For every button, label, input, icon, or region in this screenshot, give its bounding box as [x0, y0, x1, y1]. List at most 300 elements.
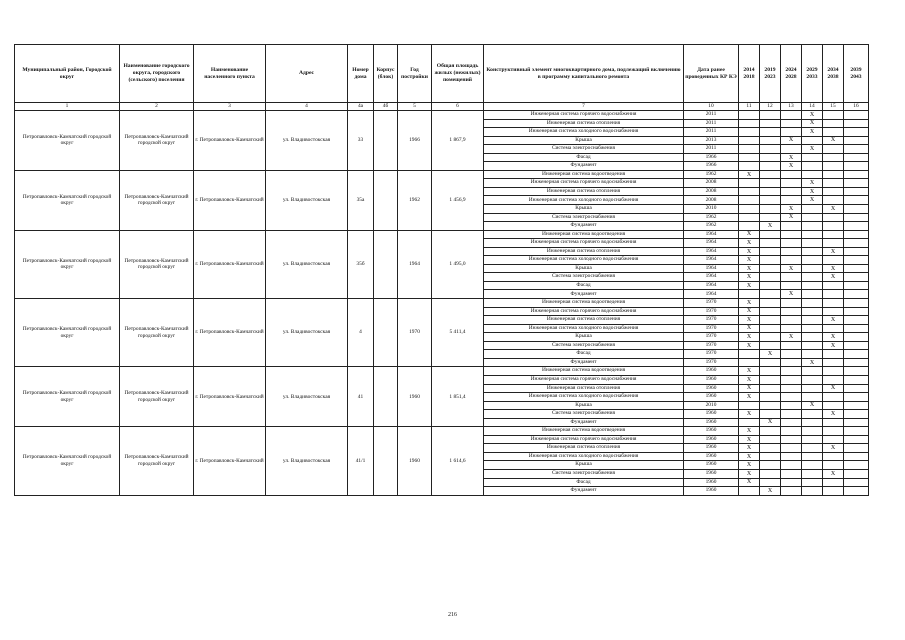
header-settlement: Наименование городского округа, городского (сельского) поселения: [120, 45, 194, 103]
period-2014-2018-mark-cell: X: [739, 273, 760, 282]
period-2019-2023-mark-cell: [760, 341, 781, 350]
period-2014-2018-mark-cell: [739, 196, 760, 205]
district-cell: Петропавловск-Камчатский городской округ: [15, 170, 120, 230]
address-cell: ул. Владивостокская: [266, 111, 348, 171]
period-2034-2038-mark-cell: [823, 162, 844, 171]
period-2039-2043-mark-cell: [844, 128, 869, 137]
prior-repair-date-cell: 1960: [684, 367, 739, 376]
element-name-cell: Фундамент: [484, 290, 684, 299]
period-2024-2028-mark-cell: [781, 222, 802, 231]
period-2039-2043-mark-cell: [844, 384, 869, 393]
period-2014-2018-mark-cell: [739, 179, 760, 188]
element-name-cell: Крыша: [484, 136, 684, 145]
period-2029-2033-mark-cell: [802, 333, 823, 342]
period-2029-2033-mark-cell: [802, 427, 823, 436]
prior-repair-date-cell: 1970: [684, 307, 739, 316]
period-2019-2023-mark-cell: [760, 367, 781, 376]
period-2029-2033-mark-cell: [802, 461, 823, 470]
settlement-cell: Петропавловск-Камчатский городской округ: [120, 230, 194, 298]
element-name-cell: Инженерная система горячего водоснабжения: [484, 111, 684, 120]
district-cell: Петропавловск-Камчатский городской округ: [15, 230, 120, 298]
period-2014-2018-mark-cell: [739, 162, 760, 171]
period-2039-2043-mark-cell: [844, 170, 869, 179]
prior-repair-date-cell: 1960: [684, 452, 739, 461]
period-2029-2033-mark-cell: [802, 290, 823, 299]
period-2034-2038-mark-cell: X: [823, 333, 844, 342]
period-2034-2038-mark-cell: [823, 401, 844, 410]
period-2039-2043-mark-cell: [844, 281, 869, 290]
period-2014-2018-mark-cell: X: [739, 461, 760, 470]
element-name-cell: Система электроснабжения: [484, 145, 684, 154]
period-2029-2033-mark-cell: [802, 205, 823, 214]
header-address: Адрес: [266, 45, 348, 103]
address-cell: ул. Владивостокская: [266, 367, 348, 427]
prior-repair-date-cell: 2008: [684, 196, 739, 205]
period-2039-2043-mark-cell: [844, 264, 869, 273]
period-2029-2033-mark-cell: [802, 162, 823, 171]
period-2014-2018-mark-cell: [739, 290, 760, 299]
house-number-cell: 33: [348, 111, 374, 171]
period-2039-2043-mark-cell: [844, 452, 869, 461]
prior-repair-date-cell: 1960: [684, 435, 739, 444]
period-2014-2018-mark-cell: [739, 128, 760, 137]
period-2024-2028-mark-cell: [781, 384, 802, 393]
column-number: 10: [684, 103, 739, 111]
house-number-cell: 41/1: [348, 427, 374, 495]
prior-repair-date-cell: 1970: [684, 333, 739, 342]
year-built-cell: 1962: [398, 170, 432, 230]
prior-repair-date-cell: 1960: [684, 410, 739, 419]
year-built-cell: 1964: [398, 230, 432, 298]
period-2019-2023-mark-cell: [760, 281, 781, 290]
period-2034-2038-mark-cell: X: [823, 410, 844, 419]
period-2019-2023-mark-cell: [760, 170, 781, 179]
period-2034-2038-mark-cell: [823, 367, 844, 376]
period-2024-2028-mark-cell: [781, 256, 802, 265]
block-cell: [374, 111, 398, 171]
element-name-cell: Фундамент: [484, 162, 684, 171]
period-2034-2038-mark-cell: [823, 435, 844, 444]
settlement-cell: Петропавловск-Камчатский городской округ: [120, 299, 194, 367]
column-number: 4: [266, 103, 348, 111]
period-2039-2043-mark-cell: [844, 401, 869, 410]
period-2039-2043-mark-cell: [844, 205, 869, 214]
period-2019-2023-mark-cell: [760, 461, 781, 470]
address-cell: ул. Владивостокская: [266, 299, 348, 367]
period-2039-2043-mark-cell: [844, 153, 869, 162]
period-2024-2028-mark-cell: [781, 350, 802, 359]
period-2019-2023-mark-cell: X: [760, 418, 781, 427]
area-cell: 1 614,6: [432, 427, 484, 495]
period-2039-2043-mark-cell: [844, 213, 869, 222]
period-2019-2023-mark-cell: [760, 111, 781, 120]
header-district: Муниципальный район, Городской округ: [15, 45, 120, 103]
period-2014-2018-mark-cell: [739, 205, 760, 214]
prior-repair-date-cell: 1964: [684, 281, 739, 290]
period-2019-2023-mark-cell: X: [760, 222, 781, 231]
period-2039-2043-mark-cell: [844, 187, 869, 196]
element-name-cell: Инженерная система отопления: [484, 187, 684, 196]
period-2024-2028-mark-cell: [781, 179, 802, 188]
period-2039-2043-mark-cell: [844, 222, 869, 231]
prior-repair-date-cell: 2011: [684, 119, 739, 128]
prior-repair-date-cell: 1964: [684, 230, 739, 239]
column-number: 4а: [348, 103, 374, 111]
period-2014-2018-mark-cell: X: [739, 299, 760, 308]
settlement-cell: Петропавловск-Камчатский городской округ: [120, 170, 194, 230]
period-2034-2038-mark-cell: X: [823, 384, 844, 393]
period-2039-2043-mark-cell: [844, 444, 869, 453]
period-2029-2033-mark-cell: [802, 153, 823, 162]
period-2019-2023-mark-cell: [760, 187, 781, 196]
period-2024-2028-mark-cell: [781, 119, 802, 128]
column-number: 7: [484, 103, 684, 111]
period-2024-2028-mark-cell: [781, 375, 802, 384]
period-2029-2033-mark-cell: [802, 239, 823, 248]
period-2014-2018-mark-cell: X: [739, 239, 760, 248]
period-2024-2028-mark-cell: [781, 128, 802, 137]
period-2019-2023-mark-cell: [760, 324, 781, 333]
period-2029-2033-mark-cell: [802, 393, 823, 402]
prior-repair-date-cell: 2008: [684, 179, 739, 188]
header-period-2014-2018: 2014 2018: [739, 45, 760, 103]
period-2029-2033-mark-cell: [802, 367, 823, 376]
element-name-cell: Система электроснабжения: [484, 273, 684, 282]
header-period-2034-2038: 2034 2038: [823, 45, 844, 103]
period-2024-2028-mark-cell: [781, 367, 802, 376]
period-2019-2023-mark-cell: [760, 247, 781, 256]
element-name-cell: Инженерная система горячего водоснабжения: [484, 307, 684, 316]
period-2039-2043-mark-cell: [844, 119, 869, 128]
period-2014-2018-mark-cell: X: [739, 435, 760, 444]
period-2019-2023-mark-cell: [760, 427, 781, 436]
period-2029-2033-mark-cell: [802, 256, 823, 265]
area-cell: 1 456,9: [432, 170, 484, 230]
period-2039-2043-mark-cell: [844, 393, 869, 402]
block-cell: [374, 367, 398, 427]
locality-cell: г. Петропавловск-Камчатский: [194, 111, 266, 171]
period-2014-2018-mark-cell: X: [739, 444, 760, 453]
period-2014-2018-mark-cell: X: [739, 478, 760, 487]
element-name-cell: Инженерная система холодного водоснабжения: [484, 196, 684, 205]
period-2024-2028-mark-cell: [781, 316, 802, 325]
period-2019-2023-mark-cell: X: [760, 350, 781, 359]
period-2034-2038-mark-cell: [823, 452, 844, 461]
header-period-2024-2028: 2024 2028: [781, 45, 802, 103]
period-2024-2028-mark-cell: [781, 452, 802, 461]
district-cell: Петропавловск-Камчатский городской округ: [15, 367, 120, 427]
prior-repair-date-cell: 1970: [684, 341, 739, 350]
house-number-cell: 35а: [348, 170, 374, 230]
period-2029-2033-mark-cell: [802, 264, 823, 273]
period-2034-2038-mark-cell: [823, 478, 844, 487]
element-name-cell: Фундамент: [484, 222, 684, 231]
prior-repair-date-cell: 1966: [684, 162, 739, 171]
period-2039-2043-mark-cell: [844, 427, 869, 436]
period-2024-2028-mark-cell: [781, 427, 802, 436]
period-2029-2033-mark-cell: [802, 307, 823, 316]
period-2019-2023-mark-cell: [760, 452, 781, 461]
year-built-cell: 1970: [398, 299, 432, 367]
prior-repair-date-cell: 2008: [684, 187, 739, 196]
period-2029-2033-mark-cell: [802, 487, 823, 496]
period-2014-2018-mark-cell: [739, 358, 760, 367]
period-2039-2043-mark-cell: [844, 350, 869, 359]
table-row: [15, 299, 869, 308]
prior-repair-date-cell: 1960: [684, 444, 739, 453]
period-2039-2043-mark-cell: [844, 487, 869, 496]
prior-repair-date-cell: 1970: [684, 316, 739, 325]
period-2014-2018-mark-cell: [739, 350, 760, 359]
period-2034-2038-mark-cell: [823, 196, 844, 205]
period-2034-2038-mark-cell: [823, 307, 844, 316]
element-name-cell: Крыша: [484, 401, 684, 410]
element-name-cell: Инженерная система горячего водоснабжения: [484, 239, 684, 248]
column-number: 11: [739, 103, 760, 111]
period-2014-2018-mark-cell: [739, 153, 760, 162]
period-2024-2028-mark-cell: [781, 281, 802, 290]
settlement-cell: Петропавловск-Камчатский городской округ: [120, 367, 194, 427]
period-2014-2018-mark-cell: [739, 418, 760, 427]
period-2029-2033-mark-cell: [802, 452, 823, 461]
table-body: [15, 111, 869, 496]
period-2024-2028-mark-cell: [781, 358, 802, 367]
prior-repair-date-cell: 1960: [684, 384, 739, 393]
period-2014-2018-mark-cell: X: [739, 170, 760, 179]
period-2039-2043-mark-cell: [844, 247, 869, 256]
prior-repair-date-cell: 1960: [684, 418, 739, 427]
table-row: [15, 111, 869, 120]
year-built-cell: 1960: [398, 427, 432, 495]
period-2034-2038-mark-cell: [823, 145, 844, 154]
element-name-cell: Крыша: [484, 264, 684, 273]
prior-repair-date-cell: 1970: [684, 350, 739, 359]
header-row: [15, 45, 869, 103]
element-name-cell: Система электроснабжения: [484, 469, 684, 478]
prior-repair-date-cell: 1960: [684, 427, 739, 436]
period-2014-2018-mark-cell: X: [739, 307, 760, 316]
period-2014-2018-mark-cell: X: [739, 230, 760, 239]
period-2039-2043-mark-cell: [844, 136, 869, 145]
period-2029-2033-mark-cell: X: [802, 179, 823, 188]
period-2019-2023-mark-cell: [760, 316, 781, 325]
element-name-cell: Инженерная система водоотведения: [484, 170, 684, 179]
element-name-cell: Инженерная система водоотведения: [484, 367, 684, 376]
period-2034-2038-mark-cell: X: [823, 444, 844, 453]
period-2034-2038-mark-cell: X: [823, 469, 844, 478]
period-2029-2033-mark-cell: X: [802, 119, 823, 128]
period-2014-2018-mark-cell: [739, 111, 760, 120]
period-2014-2018-mark-cell: [739, 222, 760, 231]
period-2024-2028-mark-cell: X: [781, 162, 802, 171]
period-2039-2043-mark-cell: [844, 162, 869, 171]
period-2019-2023-mark-cell: [760, 264, 781, 273]
period-2024-2028-mark-cell: [781, 170, 802, 179]
period-2039-2043-mark-cell: [844, 145, 869, 154]
prior-repair-date-cell: 1960: [684, 393, 739, 402]
prior-repair-date-cell: 1962: [684, 170, 739, 179]
header-block: Корпус (блок): [374, 45, 398, 103]
element-name-cell: Фундамент: [484, 358, 684, 367]
prior-repair-date-cell: 1970: [684, 324, 739, 333]
period-2024-2028-mark-cell: [781, 247, 802, 256]
period-2039-2043-mark-cell: [844, 358, 869, 367]
element-name-cell: Инженерная система горячего водоснабжения: [484, 179, 684, 188]
column-number: 4б: [374, 103, 398, 111]
period-2024-2028-mark-cell: [781, 435, 802, 444]
period-2029-2033-mark-cell: X: [802, 196, 823, 205]
element-name-cell: Система электроснабжения: [484, 213, 684, 222]
period-2014-2018-mark-cell: X: [739, 375, 760, 384]
period-2019-2023-mark-cell: [760, 273, 781, 282]
element-name-cell: Крыша: [484, 205, 684, 214]
prior-repair-date-cell: 1964: [684, 290, 739, 299]
period-2024-2028-mark-cell: X: [781, 333, 802, 342]
period-2039-2043-mark-cell: [844, 435, 869, 444]
period-2014-2018-mark-cell: X: [739, 316, 760, 325]
period-2024-2028-mark-cell: [781, 461, 802, 470]
period-2039-2043-mark-cell: [844, 375, 869, 384]
period-2034-2038-mark-cell: [823, 324, 844, 333]
period-2029-2033-mark-cell: X: [802, 358, 823, 367]
house-number-cell: 41: [348, 367, 374, 427]
period-2039-2043-mark-cell: [844, 307, 869, 316]
period-2034-2038-mark-cell: X: [823, 205, 844, 214]
house-number-cell: 35б: [348, 230, 374, 298]
period-2029-2033-mark-cell: [802, 384, 823, 393]
period-2024-2028-mark-cell: [781, 307, 802, 316]
table-row: [15, 367, 869, 376]
period-2039-2043-mark-cell: [844, 273, 869, 282]
element-name-cell: Инженерная система отопления: [484, 444, 684, 453]
period-2019-2023-mark-cell: [760, 239, 781, 248]
period-2029-2033-mark-cell: [802, 350, 823, 359]
prior-repair-date-cell: 1964: [684, 273, 739, 282]
period-2019-2023-mark-cell: [760, 307, 781, 316]
settlement-cell: Петропавловск-Камчатский городской округ: [120, 427, 194, 495]
period-2029-2033-mark-cell: [802, 444, 823, 453]
period-2019-2023-mark-cell: [760, 401, 781, 410]
period-2039-2043-mark-cell: [844, 333, 869, 342]
period-2014-2018-mark-cell: X: [739, 410, 760, 419]
prior-repair-date-cell: 1960: [684, 469, 739, 478]
period-2014-2018-mark-cell: X: [739, 256, 760, 265]
element-name-cell: Инженерная система холодного водоснабжения: [484, 452, 684, 461]
period-2014-2018-mark-cell: X: [739, 247, 760, 256]
element-name-cell: Инженерная система водоотведения: [484, 230, 684, 239]
period-2019-2023-mark-cell: [760, 469, 781, 478]
column-number-row: [15, 103, 869, 111]
period-2034-2038-mark-cell: [823, 299, 844, 308]
locality-cell: г. Петропавловск-Камчатский: [194, 427, 266, 495]
period-2024-2028-mark-cell: [781, 393, 802, 402]
element-name-cell: Инженерная система отопления: [484, 316, 684, 325]
period-2039-2043-mark-cell: [844, 478, 869, 487]
address-cell: ул. Владивостокская: [266, 230, 348, 298]
period-2034-2038-mark-cell: [823, 487, 844, 496]
header-prior-repair-date: Дата ранее проведенных КР КЭ: [684, 45, 739, 103]
element-name-cell: Система электроснабжения: [484, 341, 684, 350]
period-2029-2033-mark-cell: X: [802, 401, 823, 410]
table-row: [15, 427, 869, 436]
prior-repair-date-cell: 1960: [684, 487, 739, 496]
element-name-cell: Крыша: [484, 461, 684, 470]
period-2034-2038-mark-cell: [823, 187, 844, 196]
period-2024-2028-mark-cell: [781, 273, 802, 282]
column-number: 5: [398, 103, 432, 111]
period-2019-2023-mark-cell: [760, 256, 781, 265]
period-2024-2028-mark-cell: [781, 239, 802, 248]
period-2019-2023-mark-cell: [760, 128, 781, 137]
locality-cell: г. Петропавловск-Камчатский: [194, 367, 266, 427]
period-2019-2023-mark-cell: [760, 333, 781, 342]
column-number: 13: [781, 103, 802, 111]
period-2014-2018-mark-cell: [739, 213, 760, 222]
period-2024-2028-mark-cell: [781, 478, 802, 487]
period-2024-2028-mark-cell: [781, 487, 802, 496]
period-2019-2023-mark-cell: [760, 384, 781, 393]
period-2039-2043-mark-cell: [844, 290, 869, 299]
column-number: 16: [844, 103, 869, 111]
period-2034-2038-mark-cell: [823, 239, 844, 248]
period-2014-2018-mark-cell: X: [739, 384, 760, 393]
header-period-2039-2043: 2039 2043: [844, 45, 869, 103]
element-name-cell: Инженерная система отопления: [484, 119, 684, 128]
district-cell: Петропавловск-Камчатский городской округ: [15, 111, 120, 171]
period-2029-2033-mark-cell: [802, 375, 823, 384]
locality-cell: г. Петропавловск-Камчатский: [194, 230, 266, 298]
period-2029-2033-mark-cell: [802, 222, 823, 231]
period-2019-2023-mark-cell: [760, 205, 781, 214]
header-locality: Наименование населенного пункта: [194, 45, 266, 103]
period-2039-2043-mark-cell: [844, 239, 869, 248]
prior-repair-date-cell: 2011: [684, 145, 739, 154]
period-2024-2028-mark-cell: [781, 444, 802, 453]
element-name-cell: Инженерная система холодного водоснабжения: [484, 324, 684, 333]
period-2029-2033-mark-cell: X: [802, 111, 823, 120]
element-name-cell: Фасад: [484, 350, 684, 359]
period-2019-2023-mark-cell: [760, 410, 781, 419]
period-2019-2023-mark-cell: [760, 444, 781, 453]
period-2019-2023-mark-cell: [760, 358, 781, 367]
prior-repair-date-cell: 1960: [684, 478, 739, 487]
element-name-cell: Фундамент: [484, 418, 684, 427]
column-number: 6: [432, 103, 484, 111]
year-built-cell: 1966: [398, 111, 432, 171]
period-2024-2028-mark-cell: [781, 401, 802, 410]
element-name-cell: Крыша: [484, 333, 684, 342]
period-2034-2038-mark-cell: [823, 213, 844, 222]
period-2034-2038-mark-cell: [823, 281, 844, 290]
period-2019-2023-mark-cell: [760, 290, 781, 299]
area-cell: 1 495,0: [432, 230, 484, 298]
period-2034-2038-mark-cell: X: [823, 273, 844, 282]
area-cell: 1 851,4: [432, 367, 484, 427]
period-2014-2018-mark-cell: [739, 401, 760, 410]
period-2039-2043-mark-cell: [844, 461, 869, 470]
period-2039-2043-mark-cell: [844, 299, 869, 308]
period-2019-2023-mark-cell: [760, 213, 781, 222]
period-2029-2033-mark-cell: [802, 230, 823, 239]
period-2019-2023-mark-cell: [760, 179, 781, 188]
prior-repair-date-cell: 2011: [684, 128, 739, 137]
prior-repair-date-cell: 1966: [684, 153, 739, 162]
period-2019-2023-mark-cell: [760, 136, 781, 145]
year-built-cell: 1960: [398, 367, 432, 427]
element-name-cell: Инженерная система холодного водоснабжения: [484, 128, 684, 137]
prior-repair-date-cell: 2013: [684, 136, 739, 145]
district-cell: Петропавловск-Камчатский городской округ: [15, 299, 120, 367]
